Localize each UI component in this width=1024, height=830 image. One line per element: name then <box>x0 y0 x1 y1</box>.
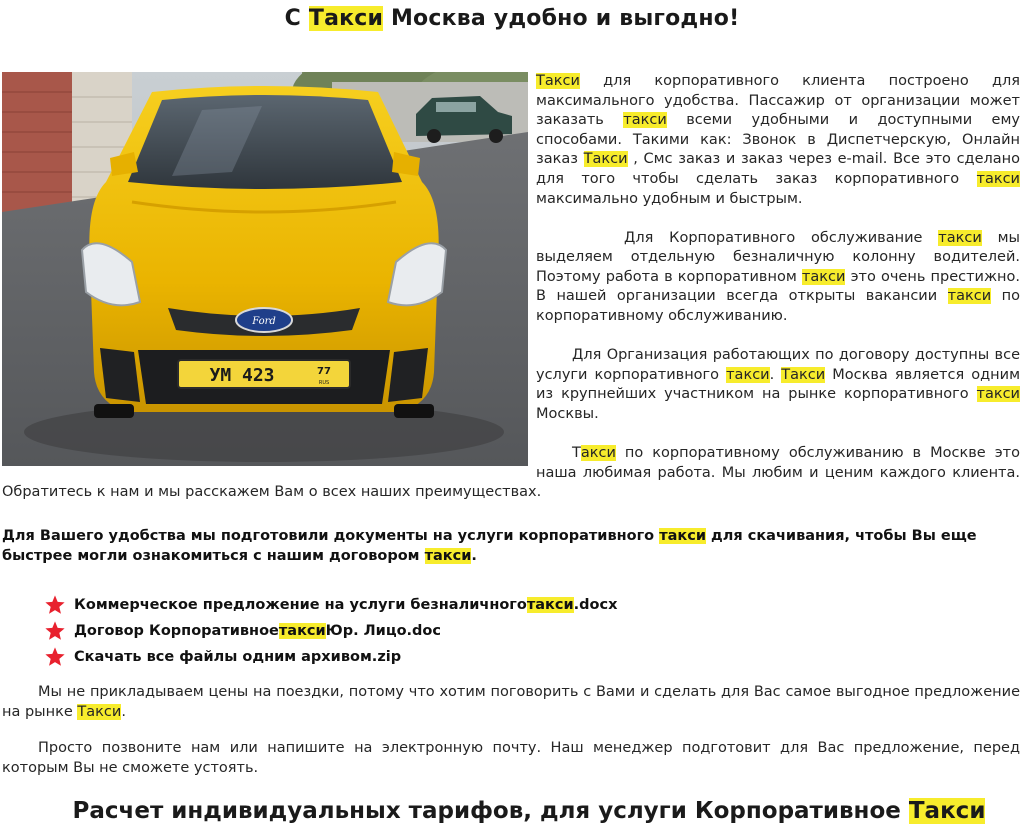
plate-country: RUS <box>318 380 330 386</box>
paragraph-work: Такси по корпоративному обслуживанию в Москве это наша любимая работа. Мы любим и ценим каждого клиента. Обратитесь к нам и мы расскажем Вам о всех наших преимуществах. <box>2 445 1020 501</box>
star-icon <box>44 646 66 668</box>
tariffs-heading: Расчет индивидуальных тарифов, для услуги Корпоративное Такси <box>72 798 986 824</box>
brand-badge: Ford <box>252 316 276 327</box>
title-highlight: Такси <box>308 6 384 31</box>
download-link-commercial-offer[interactable]: Коммерческое предложение на услуги безналичного такси .docx <box>44 592 617 618</box>
documents-list <box>44 592 617 670</box>
star-icon <box>44 594 66 616</box>
download-link-archive[interactable]: Скачать все файлы одним архивом.zip <box>44 644 617 670</box>
plate-number: УМ 423 <box>209 365 275 386</box>
contact-note: Просто позвоните нам или напишите на электронную почту. Наш менеджер подготовит для Вас предложение, перед которым Вы не сможете устоять. <box>2 740 1020 776</box>
title-suffix: Москва удобно и выгодно! <box>383 6 740 31</box>
plate-region: 77 <box>317 366 331 377</box>
download-link-contract[interactable]: Договор Корпоративное такси Юр. Лицо.doc <box>44 618 617 644</box>
paragraph-intro: Такси для корпоративного клиента построено для максимального удобства. Пассажир от организации может заказать такси всеми удобными и доступными ему способами. Такими как: Звонок в Диспетчерскую, Онлайн заказ Такси , Смс заказ и заказ через e-mail. Все это сделано для того чтобы сделать заказ корпоративного такси максимально удобным и быстрым. <box>536 73 1020 207</box>
documents-intro: Для Вашего удобства мы подготовили документы на услуги корпоративного такси для скачивания, чтобы Вы еще быстрее могли ознакомиться с нашим договором такси. <box>2 528 977 564</box>
paragraph-drivers: Для Корпоративного обслуживание такси мы выделяем отдельную безналичную колонну водителей. Поэтому работа в корпоративном такси это очень престижно. В нашей организации всегда открыты вакансии такси по корпоративному обслуживанию. <box>536 229 1021 325</box>
paragraph-organizations: Для Организация работающих по договору доступны все услуги корпоративного такси. Такси Москва является одним из крупнейших участником на рынке корпоративного такси Москвы. <box>536 347 1021 422</box>
pricing-note: Мы не прикладываем цены на поездки, потому что хотим поговорить с Вами и сделать для Вас самое выгодное предложение на рынке Такси. <box>2 684 1020 720</box>
title-prefix: С <box>284 6 309 31</box>
page-title <box>0 6 1024 31</box>
intro-text <box>2 72 1020 522</box>
star-icon <box>44 620 66 642</box>
